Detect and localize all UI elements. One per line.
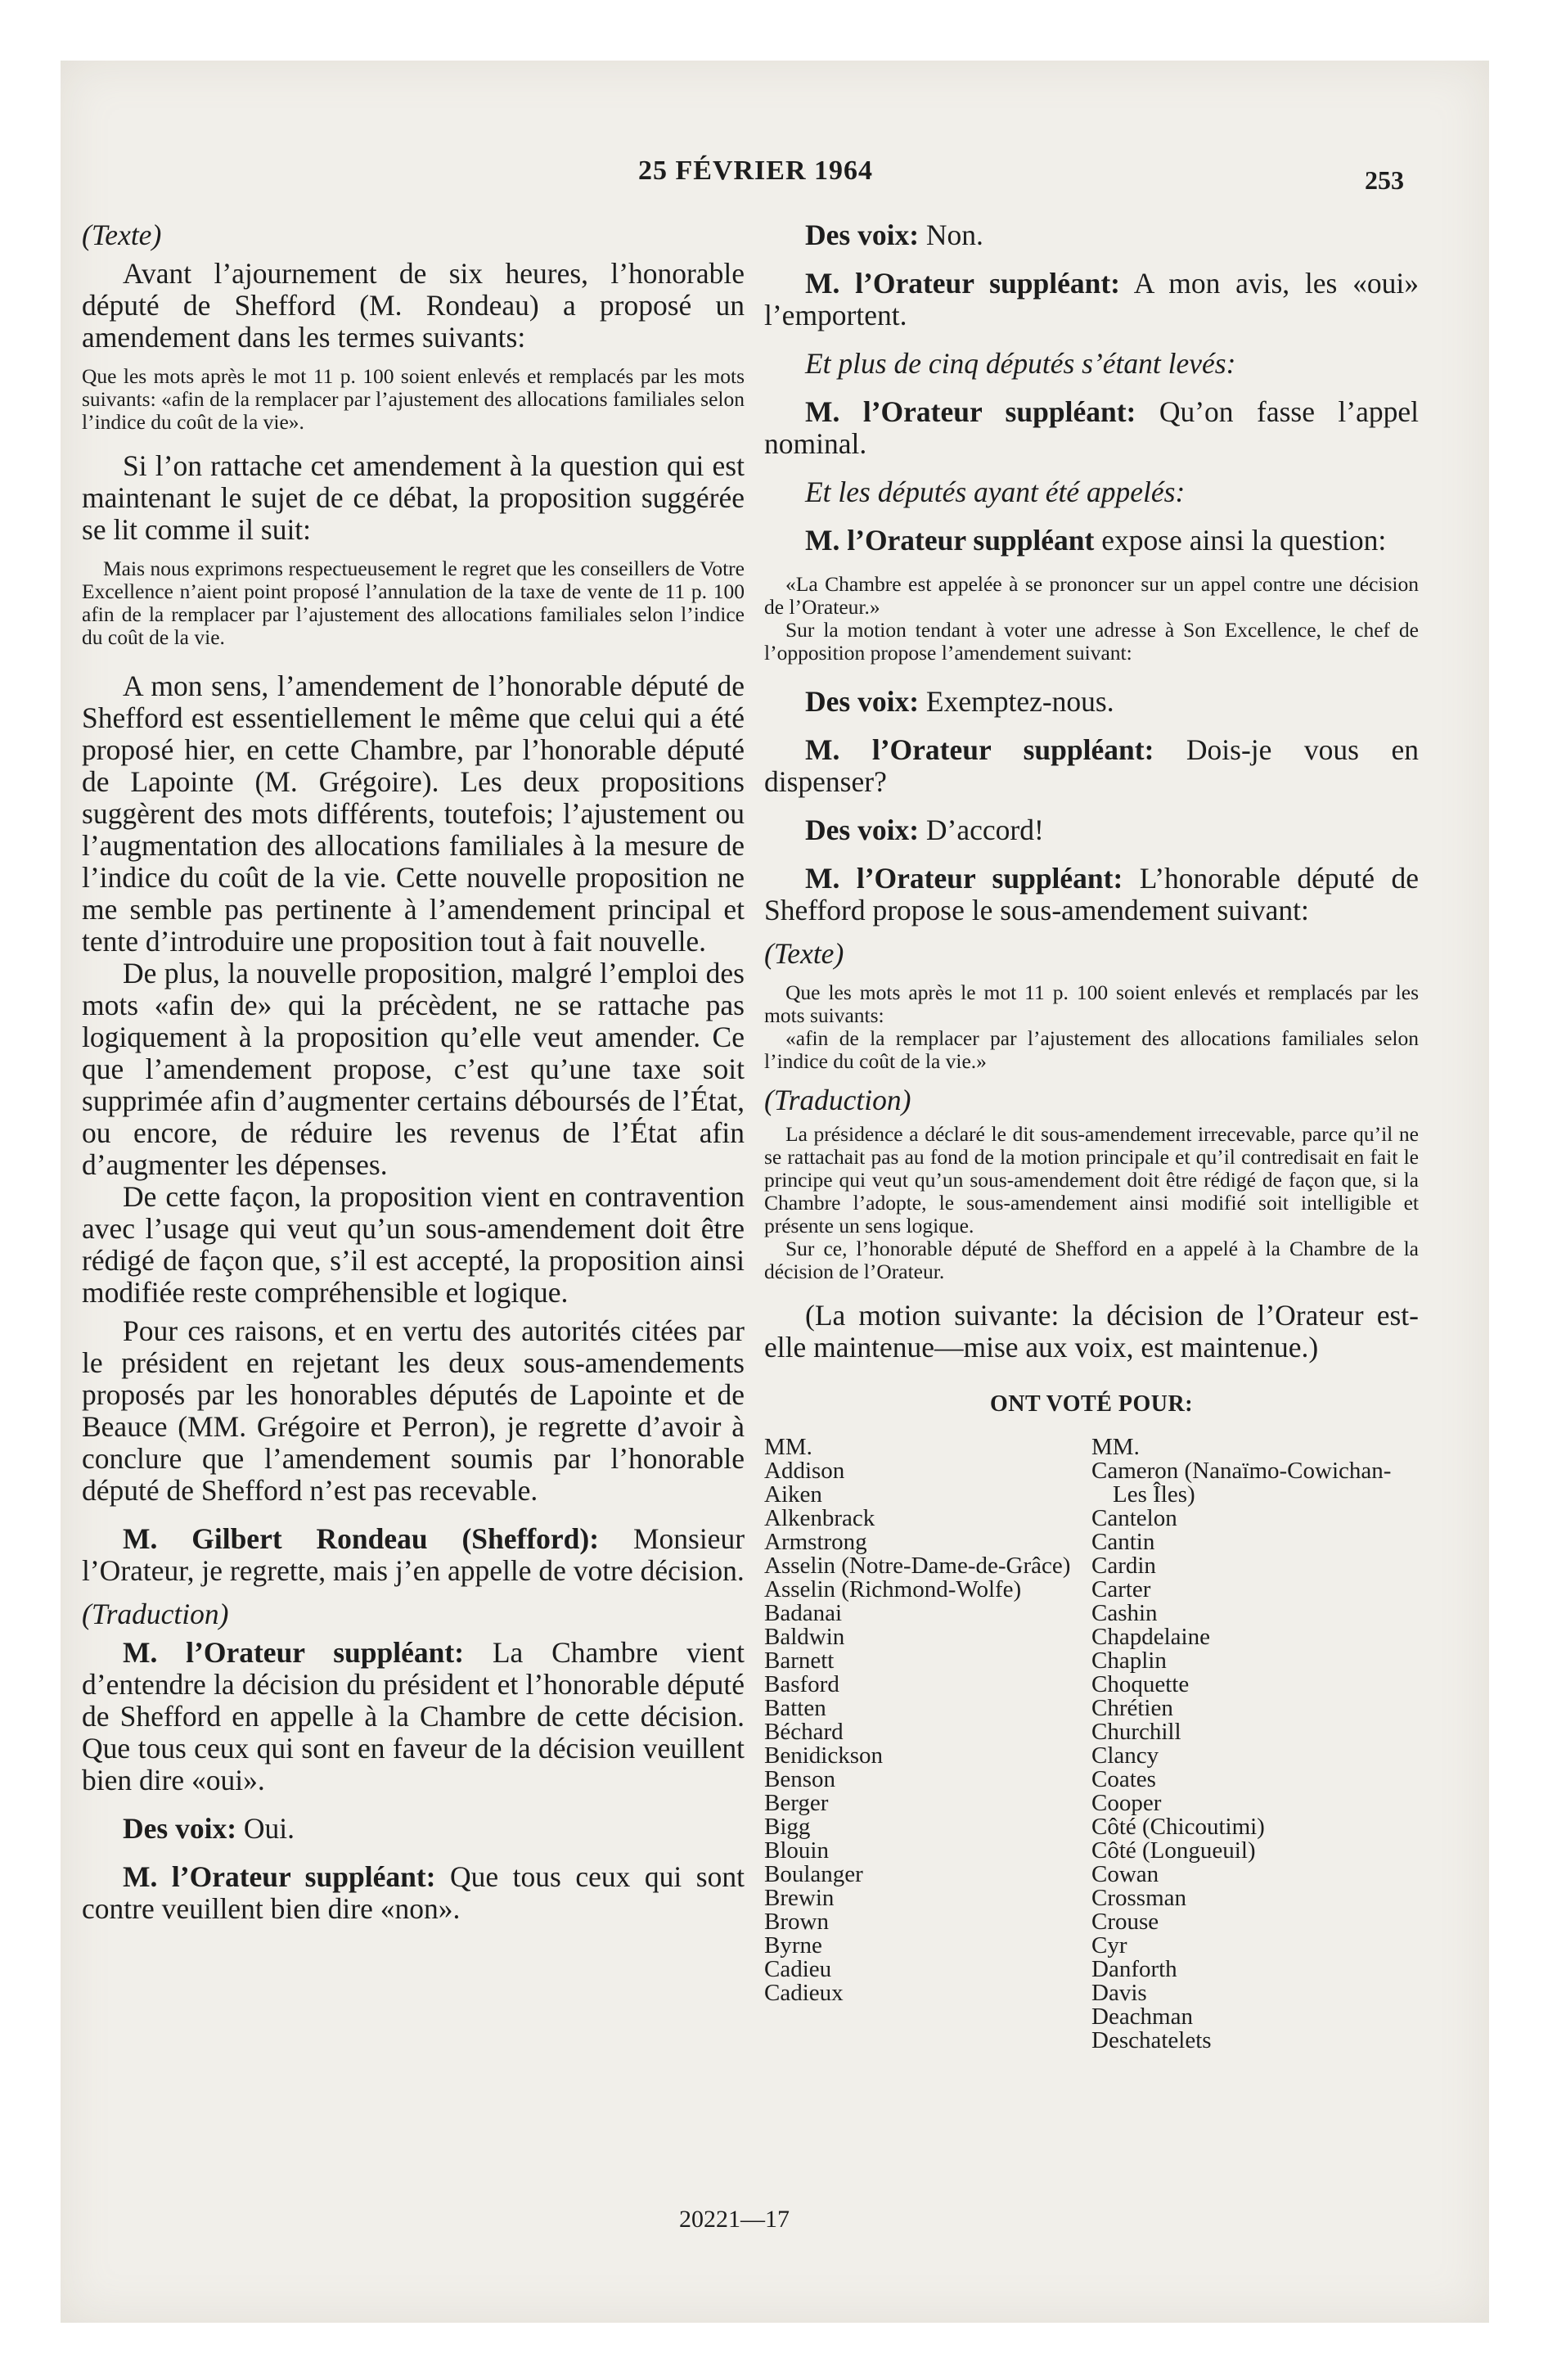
member-name: Cyr bbox=[1091, 1932, 1127, 1959]
speech bbox=[764, 734, 1419, 798]
member-name: MM. bbox=[764, 1434, 812, 1460]
member-name: MM. bbox=[1091, 1434, 1140, 1460]
member-name: Cameron (Nanaïmo-Cowichan-Les Îles) bbox=[1091, 1458, 1392, 1508]
speech-text: Dois-je vous en dispenser? bbox=[764, 733, 1419, 798]
names-column-1 bbox=[764, 1436, 1091, 2053]
member-name: Barnett bbox=[764, 1648, 835, 1674]
member-name: Batten bbox=[764, 1695, 826, 1721]
speaker-name: Des voix: bbox=[123, 1812, 237, 1845]
member-name: Choquette bbox=[1091, 1671, 1190, 1697]
member-name: Benidickson bbox=[764, 1742, 883, 1769]
member-name: Chaplin bbox=[1091, 1648, 1167, 1674]
speech-text: La Chambre vient d’entendre la décision du président et l’honorable député de Shefford en appelle à la Chambre de cette décision. Que tous ceux qui sont en faveur de la décision veuillent bien dire «oui». bbox=[82, 1636, 745, 1796]
speech-text: Monsieur l’Orateur, je regrette, mais j’en appelle de votre décision. bbox=[82, 1522, 745, 1587]
member-name: Asselin (Richmond-Wolfe) bbox=[764, 1576, 1022, 1602]
member-name: Alkenbrack bbox=[764, 1505, 875, 1531]
member-name: Clancy bbox=[1091, 1742, 1159, 1769]
speech-text: L’honorable député de Shefford propose le sous-amendement suivant: bbox=[764, 862, 1419, 926]
left-column bbox=[82, 219, 745, 1925]
footer-signature: 20221—17 bbox=[679, 2206, 790, 2233]
member-name: Danforth bbox=[1091, 1956, 1177, 1982]
paragraph: Si l’on rattache cet amendement à la question qui est maintenant le sujet de ce débat, la proposition suggérée se lit comme il suit: bbox=[82, 449, 745, 546]
speech bbox=[82, 1861, 745, 1925]
label-texte: (Texte) bbox=[82, 219, 162, 251]
stage-direction: Et les députés ayant été appelés: bbox=[805, 476, 1186, 508]
member-name: Crossman bbox=[1091, 1885, 1186, 1911]
motion-result: (La motion suivante: la décision de l’Orateur est-elle maintenue—mise aux voix, est maintenue.) bbox=[764, 1299, 1419, 1364]
quoted-subamendment: «afin de la remplacer par l’ajustement des allocations familiales selon l’indice du coût de la vie.» bbox=[764, 1026, 1419, 1073]
speaker-name: M. l’Orateur suppléant: bbox=[123, 1860, 436, 1893]
member-name: Cadieu bbox=[764, 1956, 832, 1982]
member-name: Cowan bbox=[1091, 1861, 1159, 1887]
member-name: Chrétien bbox=[1091, 1695, 1173, 1721]
member-name: Armstrong bbox=[764, 1529, 867, 1555]
member-name: Bigg bbox=[764, 1814, 811, 1840]
paragraph: De plus, la nouvelle proposition, malgré l’emploi des mots «afin de» qui la précèdent, ne se rattache pas logiquement à la proposition qu’elle veut amender. Ce que l’amendement propose, c’est qu’une taxe soit supprimée afin d’augmenter certains déboursés de l’État, ou encore, de réduire les revenus de l’État afin d’augmenter les dépenses. bbox=[82, 957, 745, 1181]
member-name: Aiken bbox=[764, 1481, 822, 1508]
member-name: Crouse bbox=[1091, 1909, 1159, 1935]
speech bbox=[82, 1637, 745, 1796]
speaker-name: Des voix: bbox=[805, 685, 920, 718]
speaker-name: M. l’Orateur suppléant bbox=[805, 524, 1095, 557]
speech-text: Exemptez-nous. bbox=[925, 685, 1114, 718]
speech bbox=[764, 268, 1419, 331]
quoted-question: «La Chambre est appelée à se prononcer sur un appel contre une décision de l’Orateur.» bbox=[764, 572, 1419, 619]
vote-title: ONT VOTÉ POUR: bbox=[989, 1391, 1194, 1417]
label-traduction: (Traduction) bbox=[82, 1598, 229, 1630]
quoted-amendment: Que les mots après le mot 11 p. 100 soient enlevés et remplacés par les mots suivants: «afin de la remplacer par l’ajustement des allocations familiales selon l’indice du coût de la vie». bbox=[82, 364, 745, 434]
appeal-text: Sur ce, l’honorable député de Shefford en a appelé à la Chambre de la décision de l’Orateur. bbox=[764, 1237, 1419, 1283]
member-name: Côté (Longueuil) bbox=[1091, 1837, 1256, 1864]
quoted-subamendment: Que les mots après le mot 11 p. 100 soient enlevés et remplacés par les mots suivants: bbox=[764, 980, 1419, 1027]
paragraph: De cette façon, la proposition vient en contravention avec l’usage qui veut qu’un sous-amendement doit être rédigé de façon que, s’il est accepté, la proposition ainsi modifiée reste compréhensible et logique. bbox=[82, 1180, 745, 1309]
speech-text: Oui. bbox=[243, 1812, 295, 1845]
member-name: Cooper bbox=[1091, 1790, 1162, 1816]
member-name: Béchard bbox=[764, 1719, 844, 1745]
speaker-name: M. l’Orateur suppléant: bbox=[805, 267, 1120, 300]
vote-name-list bbox=[764, 1436, 1419, 2053]
speech-text: Que tous ceux qui sont contre veuillent bien dire «non». bbox=[82, 1860, 745, 1925]
paragraph: A mon sens, l’amendement de l’honorable député de Shefford est essentiellement le même que celui qui a été proposé hier, en cette Chambre, par l’honorable député de Lapointe (M. Grégoire). Les deux propositions suggèrent des mots différents, toutefois; l’ajustement ou l’augmentation des allocations familiales à la mesure de l’indice du coût de la vie. Cette nouvelle proposition ne me semble pas pertinente à l’amendement principal et tente d’introduire une proposition tout à fait nouvelle. bbox=[82, 669, 745, 958]
member-name: Byrne bbox=[764, 1932, 822, 1959]
speech bbox=[764, 863, 1419, 926]
member-name: Coates bbox=[1091, 1766, 1156, 1792]
label-traduction: (Traduction) bbox=[764, 1084, 911, 1116]
speaker-name: M. l’Orateur suppléant: bbox=[805, 862, 1123, 895]
speech-text: Non. bbox=[925, 219, 983, 251]
speech bbox=[764, 814, 1419, 846]
header-date: 25 FÉVRIER 1964 bbox=[638, 156, 874, 186]
member-name: Benson bbox=[764, 1766, 835, 1792]
paragraph: Pour ces raisons, et en vertu des autorités citées par le président en rejetant les deux sous-amendements proposés par les honorables députés de Lapointe et de Beauce (MM. Grégoire et Perron), je regrette d’avoir à conclure que l’amendement soumis par l’honorable député de Shefford n’est pas recevable. bbox=[82, 1314, 745, 1507]
speech bbox=[82, 1523, 745, 1587]
member-name: Churchill bbox=[1091, 1719, 1181, 1745]
speech bbox=[764, 686, 1419, 718]
quoted-motion: Mais nous exprimons respectueusement le regret que les conseillers de Votre Excellence n’aient point proposé l’annulation de la taxe de vente de 11 p. 100 afin de la remplacer par l’ajustement des allocations familiales selon l’indice du coût de la vie. bbox=[82, 557, 745, 649]
member-name: Carter bbox=[1091, 1576, 1151, 1602]
member-name: Côté (Chicoutimi) bbox=[1091, 1814, 1265, 1840]
speech-text: D’accord! bbox=[925, 814, 1044, 846]
member-name: Addison bbox=[764, 1458, 845, 1484]
names-column-2 bbox=[1091, 1436, 1419, 2053]
speaker-name: M. l’Orateur suppléant: bbox=[805, 395, 1136, 428]
member-name: Cashin bbox=[1091, 1600, 1158, 1626]
speech-text: A mon avis, les «oui» l’emportent. bbox=[764, 267, 1419, 331]
speech bbox=[764, 525, 1419, 557]
page-number: 253 bbox=[1365, 165, 1404, 195]
speaker-name: M. Gilbert Rondeau (Shefford): bbox=[123, 1522, 600, 1555]
speech-text: expose ainsi la question: bbox=[1101, 524, 1387, 557]
speaker-name: Des voix: bbox=[805, 814, 920, 846]
member-name: Davis bbox=[1091, 1980, 1147, 2006]
stage-direction: Et plus de cinq députés s’étant levés: bbox=[805, 347, 1236, 380]
quoted-motion: Sur la motion tendant à voter une adresse à Son Excellence, le chef de l’opposition propose l’amendement suivant: bbox=[764, 618, 1419, 665]
speaker-name: Des voix: bbox=[805, 219, 920, 251]
paragraph: Avant l’ajournement de six heures, l’honorable député de Shefford (M. Rondeau) a proposé un amendement dans les termes suivants: bbox=[82, 257, 745, 354]
speech bbox=[764, 396, 1419, 460]
member-name: Badanai bbox=[764, 1600, 843, 1626]
member-name: Basford bbox=[764, 1671, 839, 1697]
page-header bbox=[0, 156, 1548, 196]
right-column bbox=[764, 219, 1419, 2053]
member-name: Brewin bbox=[764, 1885, 835, 1911]
member-name: Chapdelaine bbox=[1091, 1624, 1210, 1650]
member-name: Blouin bbox=[764, 1837, 829, 1864]
member-name: Brown bbox=[764, 1909, 829, 1935]
speaker-name: M. l’Orateur suppléant: bbox=[805, 733, 1154, 766]
speech-text: Qu’on fasse l’appel nominal. bbox=[764, 395, 1419, 460]
member-name: Cantelon bbox=[1091, 1505, 1177, 1531]
member-name: Asselin (Notre-Dame-de-Grâce) bbox=[764, 1553, 1071, 1579]
speech bbox=[764, 219, 1419, 251]
ruling-text: La présidence a déclaré le dit sous-amendement irrecevable, parce qu’il ne se rattachait pas au fond de la motion principale et qu’il contredisait en fait le principe qui veut qu’un sous-amendement doit être rédigé de façon que, si la Chambre l’adopte, le sous-amendement ainsi modifié soit intelligible et présente un sens logique. bbox=[764, 1122, 1419, 1237]
member-name: Deschatelets bbox=[1091, 2027, 1212, 2053]
speaker-name: M. l’Orateur suppléant: bbox=[123, 1636, 465, 1669]
member-name: Baldwin bbox=[764, 1624, 845, 1650]
speech bbox=[82, 1813, 745, 1845]
member-name: Berger bbox=[764, 1790, 829, 1816]
member-name: Cardin bbox=[1091, 1553, 1156, 1579]
label-texte: (Texte) bbox=[764, 937, 844, 970]
member-name: Cadieux bbox=[764, 1980, 844, 2006]
member-name: Cantin bbox=[1091, 1529, 1155, 1555]
member-name: Deachman bbox=[1091, 2004, 1193, 2030]
member-name: Boulanger bbox=[764, 1861, 863, 1887]
